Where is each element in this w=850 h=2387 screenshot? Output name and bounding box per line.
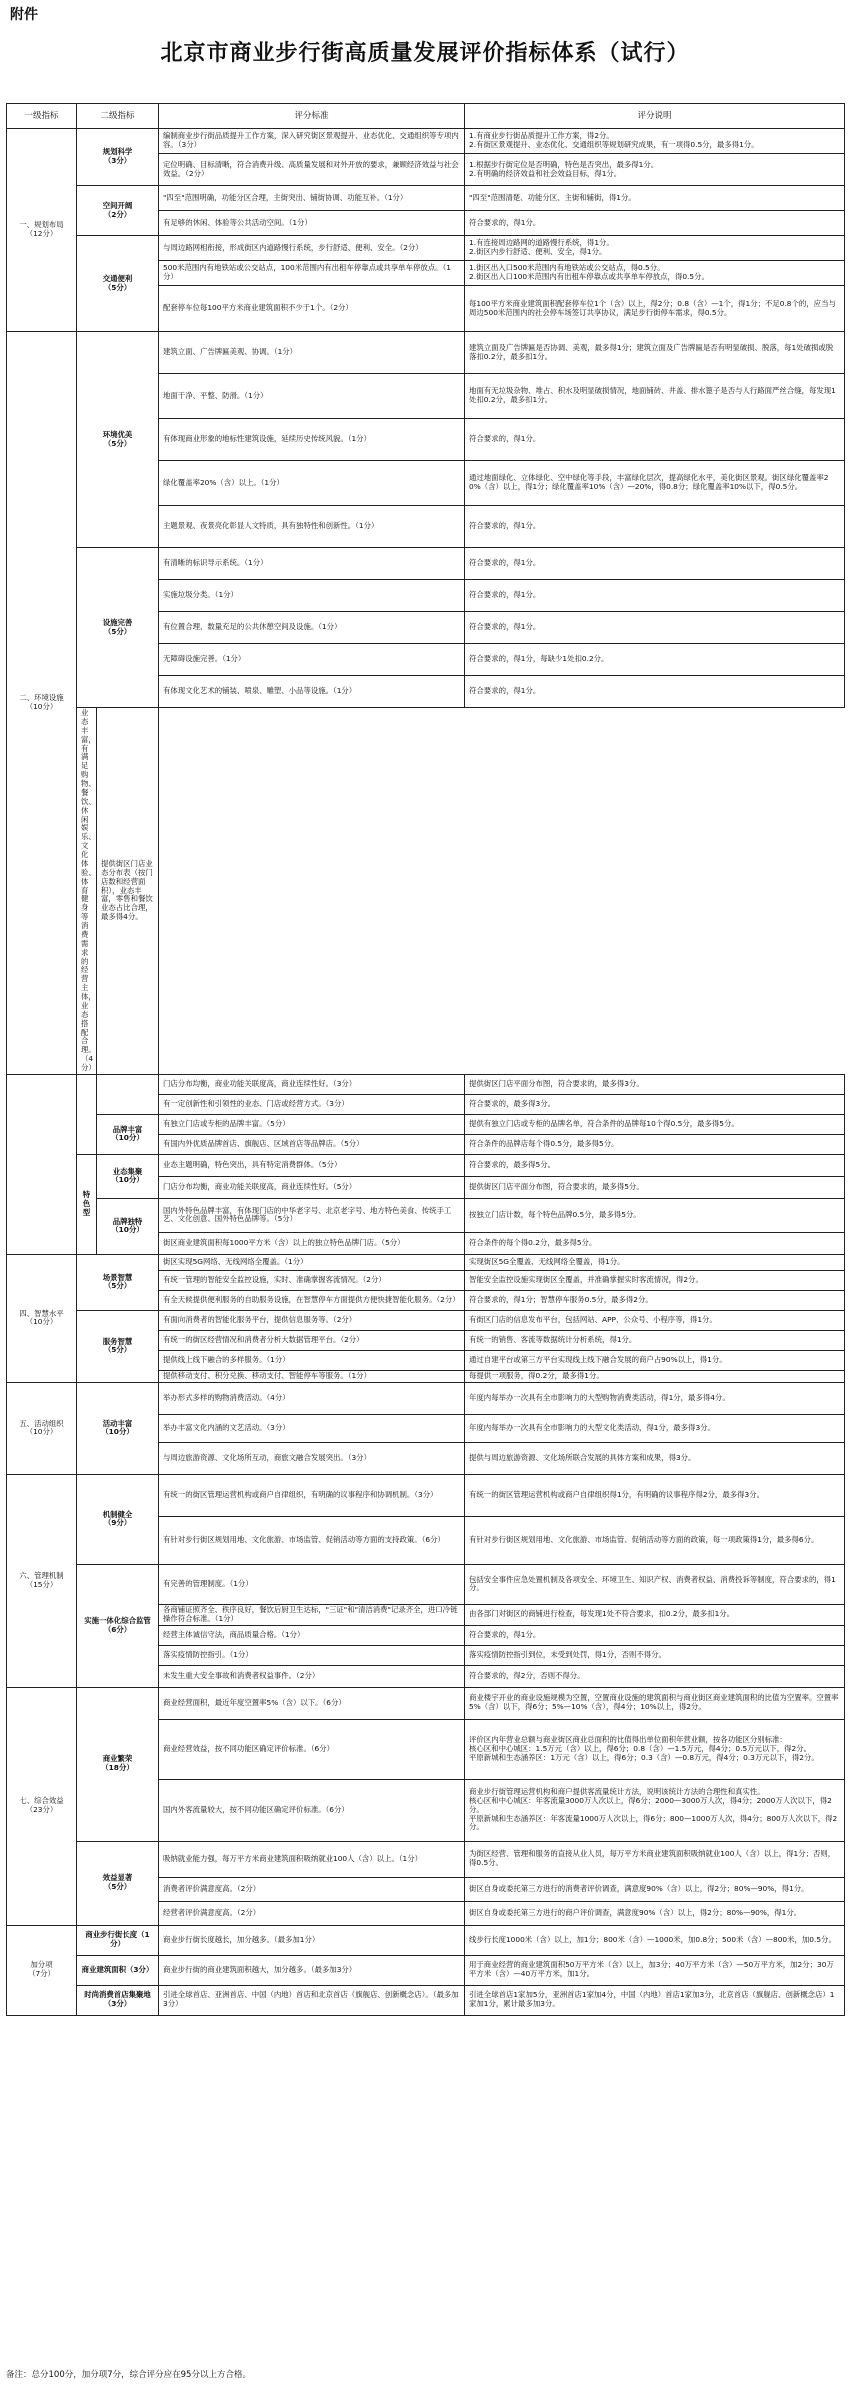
header-standard: 评分标准 [159, 104, 465, 129]
scoring-standard-cell: 提供线上线下融合的多样服务。（1分） [159, 1350, 465, 1370]
scoring-explanation-cell: 符合要求的，得1分。 [465, 1625, 845, 1645]
table-row [7, 1310, 845, 1330]
scoring-standard-cell: 消费者评价满意度高。（2分） [159, 1877, 465, 1901]
scoring-explanation-cell: 地面有无垃圾杂物、堆占、积水及明显破损情况，地面铺砖、井盖、排水篦子是否与人行路面严丝合缝，每发现1处扣0.2分，最多扣1分。 [465, 374, 845, 419]
scoring-standard-cell: 有全天候提供便利服务的自助服务设施，在智慧停车方面提供方便快捷智能化服务。（2分） [159, 1290, 465, 1310]
level2-indicator-cell [97, 1074, 159, 1114]
level1-indicator-cell: 加分项 （7分） [7, 1925, 77, 2015]
scoring-explanation-cell: 按独立门店计数，每个特色品牌0.5分，最多得5分。 [465, 1198, 845, 1232]
table-row [7, 236, 845, 261]
scoring-standard-cell: 有统一的街区管理运营机构或商户自律组织，有明确的议事程序和协调机制。（3分） [159, 1474, 465, 1516]
scoring-explanation-cell: 符合要求的，最多得3分。 [465, 1094, 845, 1114]
scoring-explanation-cell: 符合条件的每个得0.2分，最多得5分。 [465, 1232, 845, 1254]
scoring-standard-cell: 门店分布均衡，商业功能关联度高，商业连续性好。（3分） [159, 1074, 465, 1094]
scoring-standard-cell: 举办丰富文化内涵的文艺活动。（3分） [159, 1414, 465, 1442]
scoring-standard-cell: 与周边旅游资源、文化场所互动，商旅文融合发展突出。（3分） [159, 1442, 465, 1474]
table-row [7, 1382, 845, 1414]
scoring-standard-cell: 有体现商业形象的地标性建筑设施，延续历史传统风貌。（1分） [159, 419, 465, 461]
scoring-explanation-cell: 符合条件的品牌店每个得0.5分，最多得5分。 [465, 1134, 845, 1154]
table-row [7, 1198, 845, 1232]
level2-indicator-cell: 商业繁荣 （18分） [77, 1687, 159, 1841]
group-type-cell: 特色型 [77, 1154, 97, 1254]
scoring-explanation-cell: 符合要求的，最多得5分。 [465, 1154, 845, 1176]
document-title: 北京市商业步行街高质量发展评价指标体系（试行） [160, 40, 690, 66]
scoring-explanation-cell: 实现街区5G全覆盖、无线网络全覆盖，得1分。 [465, 1254, 845, 1270]
scoring-standard-cell: 业态丰富，有满足购物、餐饮、休闲娱乐、文化体验、体育健身等消费需求的经营主体，业态搭配合理。（4分） [77, 708, 97, 1075]
indicator-table [6, 103, 845, 2016]
scoring-standard-cell: 无障碍设施完善。（1分） [159, 644, 465, 676]
scoring-explanation-cell: 符合要求的，得1分。 [465, 211, 845, 236]
scoring-explanation-cell: 每提供一项服务，得0.2分，最多得1分。 [465, 1370, 845, 1382]
scoring-explanation-cell: "四至"范围清楚、功能分区、主街和辅街，得1分。 [465, 186, 845, 211]
scoring-standard-cell: 有针对步行街区规划用地、文化旅游、市场监管、促销活动等方面的支持政策。（6分） [159, 1516, 465, 1564]
scoring-standard-cell: 有国内外优质品牌首店、旗舰店、区域首店等品牌店。（5分） [159, 1134, 465, 1154]
scoring-explanation-cell: 符合要求的，得1分。 [465, 419, 845, 461]
scoring-standard-cell: 经营者评价满意度高。（2分） [159, 1901, 465, 1925]
header-level1: 一级指标 [7, 104, 77, 129]
scoring-explanation-cell: 提供街区门店平面分布图，符合要求的，最多得3分。 [465, 1074, 845, 1094]
level2-indicator-cell: 场景智慧 （5分） [77, 1254, 159, 1310]
scoring-explanation-cell: 有统一的街区管理运营机构或商户自律组织得1分，有明确的议事程序得2分，最多得3分。 [465, 1474, 845, 1516]
scoring-explanation-cell: 提供街区门店业态分布表（按门店数和经营面积），业态丰富，零售和餐饮业态占比合理，最多得4分。 [97, 708, 159, 1075]
scoring-standard-cell: 有独立门店或专柜的品牌丰富。（5分） [159, 1114, 465, 1134]
scoring-standard-cell: 500米范围内有地铁站或公交站点，100米范围内有出租车停靠点或共享单车停放点。（1分） [159, 261, 465, 286]
scoring-explanation-cell: 有街区门店的信息发布平台，包括网站、APP、公众号、小程序等，得1分。 [465, 1310, 845, 1330]
scoring-standard-cell: 国内外客流量较大，按不同功能区确定评价标准。（6分） [159, 1779, 465, 1841]
level2-indicator-cell: 效益显著 （5分） [77, 1841, 159, 1925]
scoring-explanation-cell: 通过地面绿化、立体绿化、空中绿化等手段，丰富绿化层次，提高绿化水平，美化街区景观。街区绿化覆盖率20%（含）以上，得1分；绿化覆盖率10%（含）—20%，得0.8分；绿化覆盖率10%以下，得0.5分。 [465, 461, 845, 506]
level2-indicator-cell: 规划科学 （3分） [77, 129, 159, 186]
scoring-standard-cell: 有完善的管理制度。（1分） [159, 1564, 465, 1604]
scoring-standard-cell: 举办形式多样的购物消费活动。（4分） [159, 1382, 465, 1414]
scoring-standard-cell: 配套停车位每100平方米商业建筑面积不少于1个。（2分） [159, 286, 465, 332]
scoring-explanation-cell: 智能安全监控设施实现街区全覆盖，并准确掌握实时客流情况，得2分。 [465, 1270, 845, 1290]
scoring-standard-cell: 街区实现5G网络、无线网络全覆盖。（1分） [159, 1254, 465, 1270]
header-explanation: 评分说明 [465, 104, 845, 129]
scoring-explanation-cell: 1.街区出入口500米范围内有地铁站或公交站点，得0.5分。 2.街区出入口100米范围内有出租车停靠点或共享单车停放点，得0.5分。 [465, 261, 845, 286]
scoring-standard-cell: 商业经营效益，按不同功能区确定评价标准。（6分） [159, 1719, 465, 1779]
scoring-standard-cell: 业态主题明确，特色突出，具有特定消费群体。（5分） [159, 1154, 465, 1176]
scoring-standard-cell: 商业步行街长度越长，加分越多。（最多加1分） [159, 1925, 465, 1955]
scoring-standard-cell: 吸纳就业能力强，每万平方米商业建筑面积吸纳就业100人（含）以上。（1分） [159, 1841, 465, 1877]
table-row [7, 1985, 845, 2015]
scoring-explanation-cell: 商业步行街管理运营机构和商户提供客流量统计方法，说明该统计方法的合理性和真实性。 核心区和中心城区：年客流量3000万人次以上，得6分；2000—3000万人次，得4分；2000万人次以下，得2分。 平原新城和生态涵养区：年客流量1000万人次以上，得6分；800—1000万人次，得4分；800万人次以下，得2分。 [465, 1779, 845, 1841]
scoring-explanation-cell: 1.有商业步行街品质提升工作方案，得2分。 2.有街区景观提升、业态优化、交通组织等规划研究成果，有一项得0.5分，最多得1分。 [465, 129, 845, 154]
scoring-explanation-cell: 包括安全事件应急处置机制及各项安全、环境卫生、知识产权、消费者权益、消费投诉等制度，符合要求的，得1分。 [465, 1564, 845, 1604]
scoring-standard-cell: 主题景观、夜景亮化彰显人文特质，具有独特性和创新性。（1分） [159, 506, 465, 548]
level2-indicator-cell: 服务智慧 （5分） [77, 1310, 159, 1382]
level2-indicator-cell: 活动丰富 （10分） [77, 1382, 159, 1474]
scoring-standard-cell: 有体现文化艺术的铺装、喷泉、雕塑、小品等设施。（1分） [159, 676, 465, 708]
group-type-cell [77, 1074, 97, 1154]
scoring-explanation-cell: 商业楼宇开业的商业设施规模为空置，空置商业设施的建筑面积与商业街区商业建筑面积的比值为空置率。空置率5%（含）以下，得6分；5%—10%（含），得4分；10%以上，得2分。 [465, 1687, 845, 1719]
scoring-explanation-cell: 符合要求的，得1分。 [465, 506, 845, 548]
level2-indicator-cell: 品牌独特 （10分） [97, 1198, 159, 1254]
scoring-standard-cell: 国内外特色品牌丰富，有体现门店的中华老字号、北京老字号、地方特色美食、传统手工艺、文化创意、国外特色品牌等。（5分） [159, 1198, 465, 1232]
footnote: 备注：总分100分，加分项7分，综合评分应在95分以上方合格。 [6, 2370, 251, 2380]
scoring-explanation-cell: 引进全球首店1家加5分，亚洲首店1家加4分，中国（内地）首店1家加3分，北京首店（旗舰店、创新概念店）1家加1分，累计最多加3分。 [465, 1985, 845, 2015]
level2-indicator-cell: 设施完善 （5分） [77, 548, 159, 708]
scoring-explanation-cell: 提供街区门店平面分布图，符合要求的，最多得5分。 [465, 1176, 845, 1198]
level1-indicator-cell [7, 1074, 77, 1254]
table-row [7, 1687, 845, 1719]
scoring-explanation-cell: 街区自身或委托第三方进行的消费者评价调查，满意度90%（含）以上，得2分；80%—90%，得1分。 [465, 1877, 845, 1901]
level1-indicator-cell: 四、智慧水平 （10分） [7, 1254, 77, 1382]
table-row [7, 129, 845, 154]
scoring-standard-cell: 定位明确、目标清晰，符合消费升级、高质量发展和对外开放的要求，兼顾经济效益与社会效益。（2分） [159, 154, 465, 186]
level1-indicator-cell: 五、活动组织 （10分） [7, 1382, 77, 1474]
level2-indicator-cell: 实施一体化综合监管（6分） [77, 1564, 159, 1687]
scoring-explanation-cell: 提供有独立门店或专柜的品牌名单，符合条件的品牌每10个得0.5分，最多得5分。 [465, 1114, 845, 1134]
scoring-explanation-cell: 提供与周边旅游资源、文化场所联合发展的具体方案和成果，得3分。 [465, 1442, 845, 1474]
scoring-standard-cell: 有一定创新性和引领性的业态、门店或经营方式。（3分） [159, 1094, 465, 1114]
level2-indicator-cell: 时尚消费首店集聚地（3分） [77, 1985, 159, 2015]
scoring-standard-cell: 经营主体诚信守法，商品质量合格。（1分） [159, 1625, 465, 1645]
scoring-standard-cell: 提供移动支付、积分兑换、移动支付、智能停车等服务。（1分） [159, 1370, 465, 1382]
scoring-standard-cell: 有统一的街区经营情况和消费者分析大数据管理平台。（2分） [159, 1330, 465, 1350]
scoring-explanation-cell: 1.根据步行街定位是否明确，特色是否突出，最多得1分。 2.有明确的经济效益和社会效益目标，得1分。 [465, 154, 845, 186]
table-row [7, 1254, 845, 1270]
scoring-explanation-cell: 由各部门对街区的商铺进行检查，每发现1处不符合要求，扣0.2分，最多扣1分。 [465, 1604, 845, 1625]
scoring-standard-cell: 有清晰的标识导示系统。（1分） [159, 548, 465, 580]
header-level2: 二级指标 [77, 104, 159, 129]
table-row [7, 548, 845, 580]
scoring-standard-cell: 与周边路网相衔接，形成街区内道路慢行系统，步行舒适、便利、安全。（2分） [159, 236, 465, 261]
scoring-explanation-cell: 符合要求的，得1分；智慧停车服务0.5分，最多得2分。 [465, 1290, 845, 1310]
level2-indicator-cell: 商业步行街长度（1分） [77, 1925, 159, 1955]
scoring-explanation-cell: 用于商业经营的商业建筑面积50万平方米（含）以上，加3分；40万平方米（含）—50万平方米，加2分；30万平方米（含）—40万平方米，加1分。 [465, 1955, 845, 1985]
scoring-standard-cell: 实施垃圾分类。（1分） [159, 580, 465, 612]
scoring-explanation-cell: 有针对步行街区规划用地、文化旅游、市场监管、促销活动等方面的政策，每一项政策得1分，最多得6分。 [465, 1516, 845, 1564]
level2-indicator-cell: 业态集聚 （10分） [97, 1154, 159, 1198]
table-row [7, 186, 845, 211]
scoring-explanation-cell: 1.有连接周边路网的道路慢行系统，得1分。 2.街区内步行舒适、便利、安全，得1分。 [465, 236, 845, 261]
scoring-explanation-cell: 有统一的销售、客流等数据统计分析系统，得1分。 [465, 1330, 845, 1350]
level1-indicator-cell: 二、环境设施 （10分） [7, 332, 77, 1075]
table-row [7, 1474, 845, 1516]
scoring-explanation-cell: 建筑立面及广告牌匾是否协调、美观，最多得1分；建筑立面及广告牌匾是否有明显破损、脱落，每1处破损或脱落扣0.2分，最多扣1分。 [465, 332, 845, 374]
table-row [7, 1564, 845, 1604]
level2-indicator-cell: 机制健全 （9分） [77, 1474, 159, 1564]
level2-indicator-cell: 环境优美 （5分） [77, 332, 159, 548]
scoring-standard-cell: 落实疫情防控指引。（1分） [159, 1645, 465, 1665]
scoring-explanation-cell: 符合要求的，得1分。 [465, 676, 845, 708]
scoring-standard-cell: 门店分布均衡，商业功能关联度高，商业连续性好。（5分） [159, 1176, 465, 1198]
table-row [7, 1955, 845, 1985]
level1-indicator-cell: 七、综合效益 （23分） [7, 1687, 77, 1925]
level1-indicator-cell: 一、规划布局 （12分） [7, 129, 77, 332]
table-row [7, 708, 845, 1075]
scoring-standard-cell: 各商铺证照齐全、秩序良好，餐饮后厨卫生达标，"三证"和"清洁消费"记录齐全，进口冷链操作符合标准。（1分） [159, 1604, 465, 1625]
scoring-explanation-cell: 年度内每举办一次具有全市影响力的大型文化类活动，得1分，最多得3分。 [465, 1414, 845, 1442]
scoring-standard-cell: 有位置合理、数量充足的公共休憩空间及设施。（1分） [159, 612, 465, 644]
scoring-standard-cell: 未发生重大安全事故和消费者权益事件。（2分） [159, 1665, 465, 1687]
level2-indicator-cell: 商业建筑面积（3分） [77, 1955, 159, 1985]
table-header-row [7, 104, 845, 129]
table-row [7, 1841, 845, 1877]
scoring-explanation-cell: 符合要求的，得2分，否则不得分。 [465, 1665, 845, 1687]
scoring-explanation-cell: 街区自身或委托第三方进行的商户评价调查，满意度90%（含）以上，得2分；80%—90%，得1分。 [465, 1901, 845, 1925]
scoring-explanation-cell: 评价区内年营业总额与商业街区商业总面积的比值得出单位面积年营业额，按各功能区分别标准： 核心区和中心城区：1.5万元（含）以上，得6分；0.8（含）—1.5万元，得4分；0.5万元以下，得2分。 平原新城和生态涵养区：1万元（含）以上，得6分；0.3（含）—0.8万元，得4分；0.3万元以下，得2分。 [465, 1719, 845, 1779]
scoring-standard-cell: 商业经营面积，最近年度空置率5%（含）以下。（6分） [159, 1687, 465, 1719]
scoring-standard-cell: 街区商业建筑面积每1000平方米（含）以上的独立特色品牌门店。（5分） [159, 1232, 465, 1254]
scoring-standard-cell: 有面向消费者的智能化服务平台，提供信息服务等。（2分） [159, 1310, 465, 1330]
scoring-explanation-cell: 年度内每举办一次具有全市影响力的大型购物消费类活动，得1分，最多得4分。 [465, 1382, 845, 1414]
scoring-explanation-cell: 线步行长度1000米（含）以上，加1分；800米（含）—1000米，加0.8分；500米（含）—800米，加0.5分。 [465, 1925, 845, 1955]
scoring-standard-cell: 地面干净、平整、防滑。（1分） [159, 374, 465, 419]
table-row [7, 1925, 845, 1955]
scoring-explanation-cell: 落实疫情防控指引到位，未受到处罚，得1分，否则不得分。 [465, 1645, 845, 1665]
scoring-explanation-cell: 为街区经营、管理和服务的直接从业人员，每万平方米商业建筑面积吸纳就业100人（含）以上，得1分；否则，得0.5分。 [465, 1841, 845, 1877]
table-row [7, 1074, 845, 1094]
attachment-label: 附件 [10, 7, 38, 23]
scoring-explanation-cell: 每100平方米商业建筑面积配套停车位1个（含）以上，得2分；0.8（含）—1个，得1分；不足0.8个的，应当与周边500米范围内的社会停车场签订共享协议，满足步行街停车需求，得0.5分。 [465, 286, 845, 332]
scoring-standard-cell: 绿化覆盖率20%（含）以上。（1分） [159, 461, 465, 506]
table-row [7, 1154, 845, 1176]
scoring-explanation-cell: 符合要求的，得1分。 [465, 548, 845, 580]
table-row [7, 1114, 845, 1134]
table-row [7, 332, 845, 374]
scoring-explanation-cell: 符合要求的，得1分，每缺少1处扣0.2分。 [465, 644, 845, 676]
scoring-standard-cell: 有统一管理的智能安全监控设施，实时、准确掌握客流情况。（2分） [159, 1270, 465, 1290]
scoring-standard-cell: 建筑立面、广告牌匾美观、协调。（1分） [159, 332, 465, 374]
table-body [7, 129, 845, 2016]
level2-indicator-cell: 品牌丰富 （10分） [97, 1114, 159, 1154]
level2-indicator-cell: 交通便利 （5分） [77, 236, 159, 332]
level1-indicator-cell: 六、管理机制 （15分） [7, 1474, 77, 1687]
scoring-explanation-cell: 符合要求的，得1分。 [465, 580, 845, 612]
scoring-explanation-cell: 符合要求的，得1分。 [465, 612, 845, 644]
scoring-standard-cell: 编制商业步行街品质提升工作方案，深入研究街区景观提升、业态优化、交通组织等专项内容。（3分） [159, 129, 465, 154]
level2-indicator-cell: 空间开阔 （2分） [77, 186, 159, 236]
scoring-standard-cell: 商业步行街的商业建筑面积越大，加分越多。（最多加3分） [159, 1955, 465, 1985]
scoring-explanation-cell: 通过自建平台或第三方平台实现线上线下融合发展的商户占90%以上，得1分。 [465, 1350, 845, 1370]
scoring-standard-cell: 引进全球首店、亚洲首店、中国（内地）首店和北京首店（旗舰店、创新概念店）。（最多加3分） [159, 1985, 465, 2015]
scoring-standard-cell: 有足够的休闲、体验等公共活动空间。（1分） [159, 211, 465, 236]
scoring-standard-cell: "四至"范围明确，功能分区合理，主街突出、铺街协调、功能互补。（1分） [159, 186, 465, 211]
